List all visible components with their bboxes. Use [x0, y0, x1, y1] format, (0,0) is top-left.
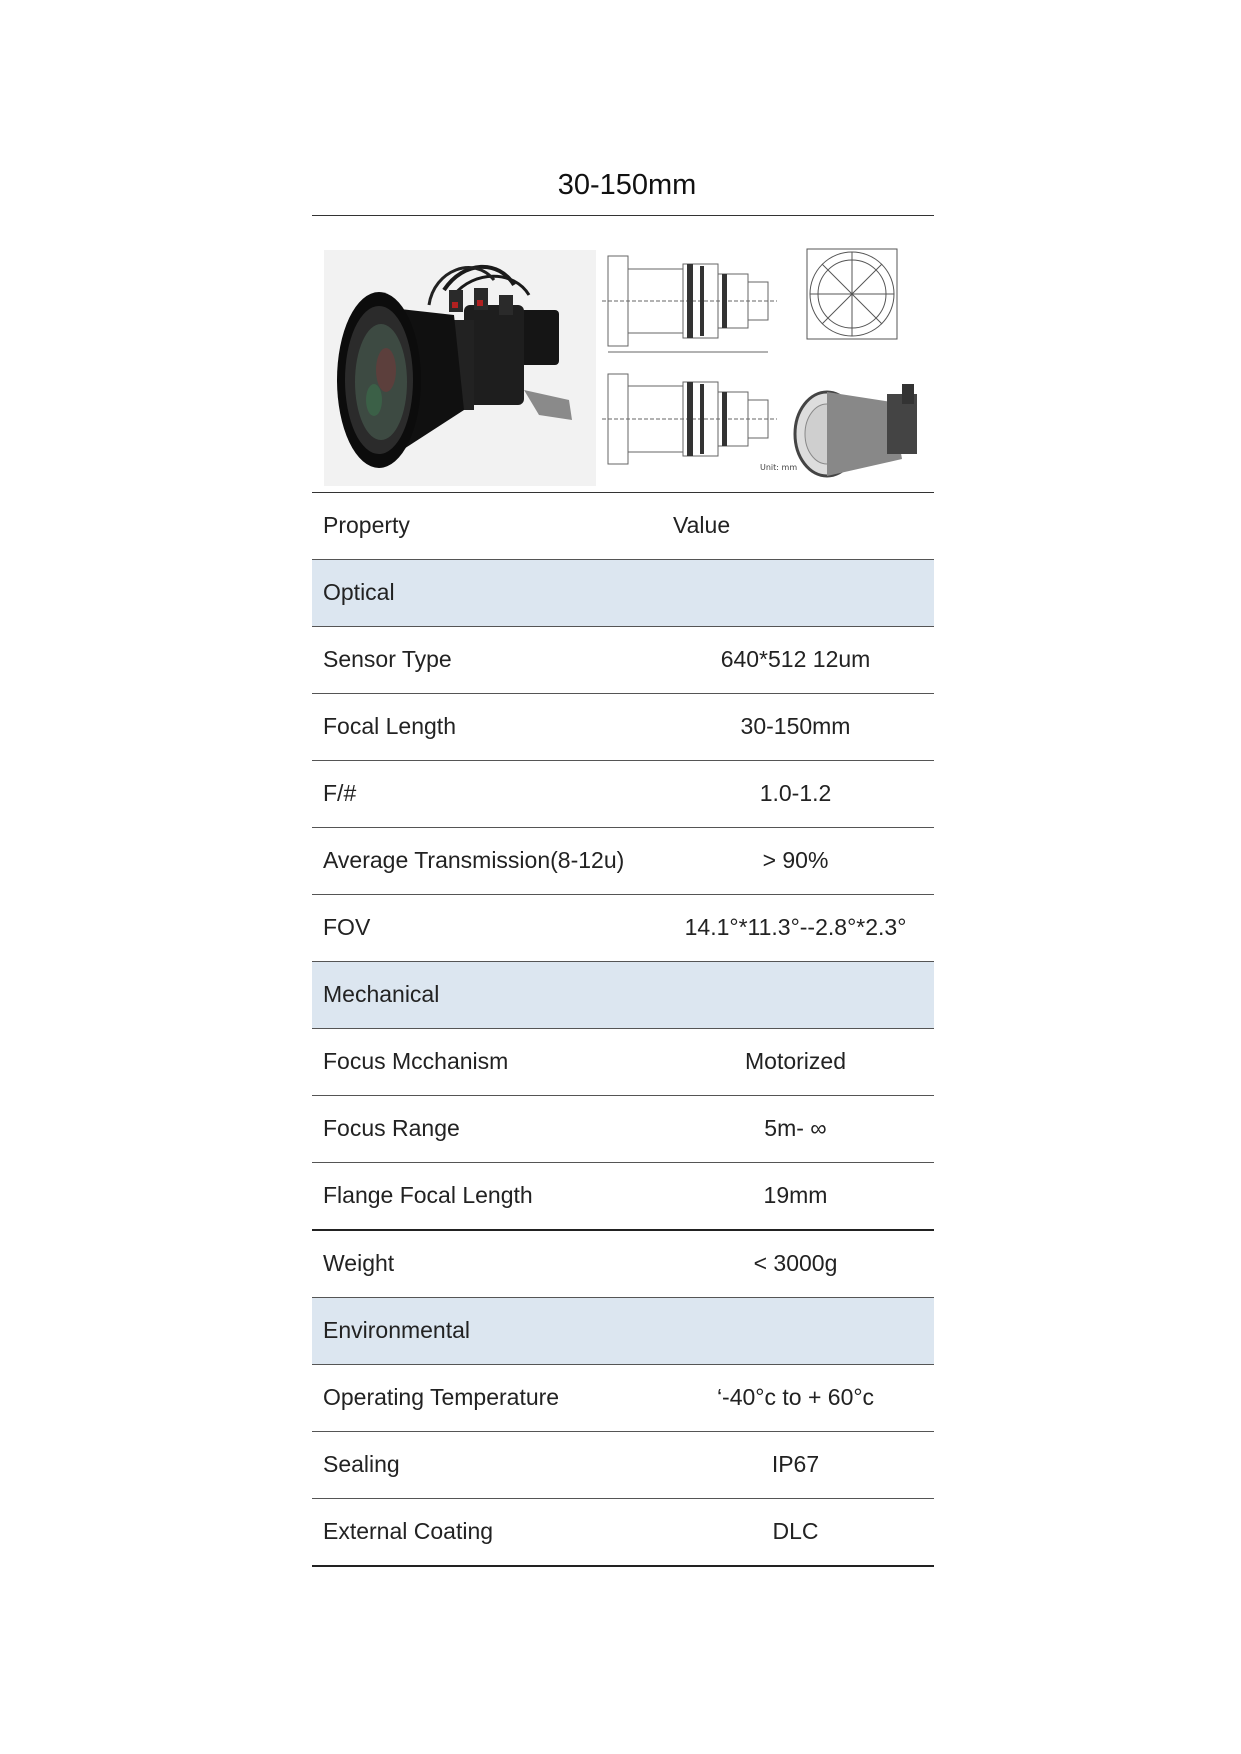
- lens-photo: [324, 250, 596, 486]
- property-cell: Focus Range: [323, 1115, 460, 1141]
- value-cell: 14.1°*11.3°--2.8°*2.3°: [684, 914, 907, 940]
- section-row-mechanical: [312, 962, 934, 1029]
- value-cell: < 3000g: [753, 1250, 838, 1276]
- value-cell: Motorized: [745, 1048, 846, 1074]
- value-cell: 640*512 12um: [720, 646, 871, 672]
- section-label: Optical: [323, 579, 395, 605]
- table-row: [312, 1499, 934, 1567]
- section-label: Environmental: [323, 1317, 471, 1343]
- property-cell: F/#: [323, 780, 357, 806]
- value-cell: 1.0-1.2: [759, 780, 832, 806]
- page-title: 30-150mm: [557, 169, 697, 201]
- table-row: [312, 627, 934, 694]
- unit-label: Unit: mm: [760, 463, 798, 472]
- property-cell: External Coating: [323, 1518, 494, 1544]
- section-label: Mechanical: [323, 981, 440, 1007]
- property-cell: Focus Mcchanism: [323, 1048, 509, 1074]
- table-header-row: [312, 493, 934, 560]
- property-cell: Operating Temperature: [323, 1384, 560, 1410]
- table-row: [312, 1365, 934, 1432]
- product-media: [312, 216, 934, 493]
- value-cell: 19mm: [763, 1182, 828, 1208]
- value-cell: 5m- ∞: [764, 1115, 827, 1141]
- property-cell: Sensor Type: [323, 646, 452, 672]
- table-row: [312, 895, 934, 962]
- table-row: [312, 1231, 934, 1298]
- value-cell: 30-150mm: [740, 713, 851, 739]
- header-value: Value: [673, 512, 731, 538]
- table-row: [312, 1163, 934, 1231]
- value-cell: IP67: [771, 1451, 820, 1477]
- table-row: [312, 694, 934, 761]
- technical-drawings: [602, 234, 932, 490]
- property-cell: Weight: [323, 1250, 395, 1276]
- property-cell: Sealing: [323, 1451, 400, 1477]
- section-row-environmental: [312, 1298, 934, 1365]
- property-cell: Focal Length: [323, 713, 456, 739]
- table-row: [312, 1096, 934, 1163]
- property-cell: Flange Focal Length: [323, 1182, 533, 1208]
- section-row-optical: [312, 560, 934, 627]
- property-cell: Average Transmission(8-12u): [323, 847, 625, 873]
- table-row: [312, 761, 934, 828]
- table-row: [312, 1029, 934, 1096]
- header-property: Property: [323, 512, 410, 538]
- table-row: [312, 828, 934, 895]
- spec-sheet: [312, 160, 934, 1567]
- value-cell: ‘-40°c to + 60°c: [716, 1384, 875, 1410]
- spec-table: [312, 493, 934, 1567]
- value-cell: > 90%: [762, 847, 829, 873]
- property-cell: FOV: [323, 914, 371, 940]
- table-row: [312, 1432, 934, 1499]
- value-cell: DLC: [772, 1518, 819, 1544]
